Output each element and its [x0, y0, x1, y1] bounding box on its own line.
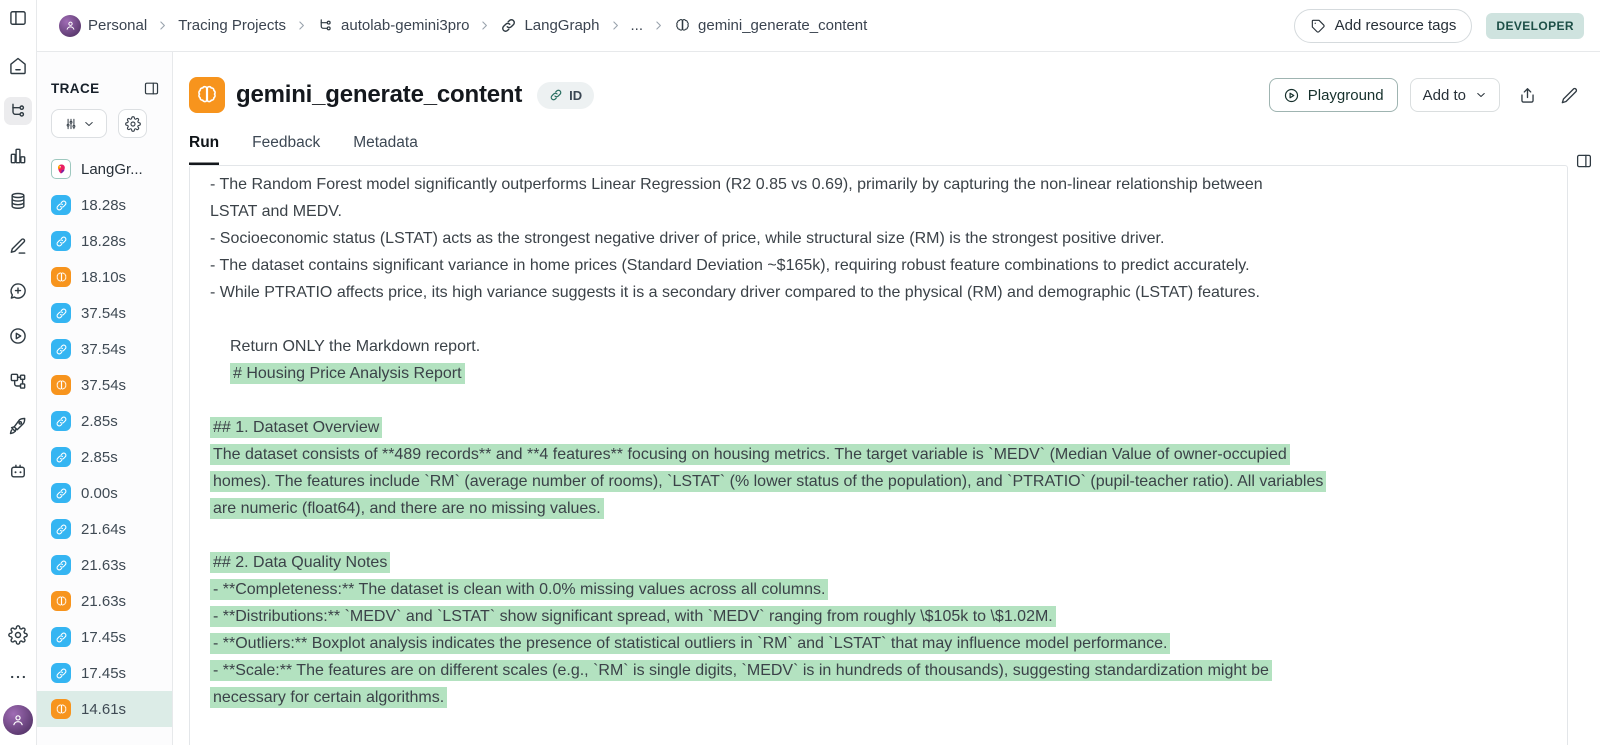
- trace-span-duration: 17.45s: [81, 664, 127, 682]
- panel-left-icon: [8, 8, 28, 28]
- chain-icon: [51, 519, 71, 539]
- tabs: [189, 134, 1584, 165]
- brain-icon: [195, 83, 219, 107]
- run-id-pill[interactable]: [537, 82, 594, 109]
- brain-icon: [51, 375, 71, 395]
- highlighted-text: necessary for certain algorithms.: [210, 687, 447, 708]
- trace-panel-title: TRACE: [51, 81, 100, 96]
- add-to-dropdown[interactable]: [1410, 78, 1500, 112]
- content-line: - While PTRATIO affects price, its high variance suggests it is a secondary driver compared to the physical (RM) and demographic (LSTAT) features.: [210, 284, 1260, 301]
- content-line: [210, 495, 1547, 522]
- sidebar-item-settings[interactable]: [4, 621, 32, 649]
- pencil-icon: [8, 236, 28, 256]
- panel-right-icon: [143, 80, 160, 97]
- topbar: [37, 0, 1600, 52]
- trace-span-row[interactable]: [37, 475, 172, 511]
- database-icon: [8, 191, 28, 211]
- brain-icon: [51, 591, 71, 611]
- run-output-content[interactable]: [189, 165, 1568, 745]
- content-line: [210, 603, 1547, 630]
- trace-span-row[interactable]: [37, 151, 172, 187]
- highlighted-text: - **Outliers:** Boxplot analysis indicates the presence of statistical outliers in `RM` and `LSTAT` that may influence model performance.: [210, 633, 1170, 654]
- brain-icon: [674, 17, 691, 34]
- tab-run[interactable]: Run: [189, 134, 219, 165]
- trace-span-row[interactable]: [37, 295, 172, 331]
- content-line: LSTAT and MEDV.: [210, 203, 342, 220]
- link-icon: [549, 88, 563, 102]
- chain-icon: [51, 303, 71, 323]
- content-line: [210, 306, 1547, 333]
- edit-pencil-icon: [1560, 86, 1579, 105]
- trace-span-row[interactable]: [37, 187, 172, 223]
- trace-panel: [37, 52, 173, 745]
- message-plus-icon: [8, 281, 28, 301]
- trace-settings-button[interactable]: [118, 109, 147, 138]
- sidebar-item-agents[interactable]: [4, 457, 32, 485]
- trace-span-row[interactable]: [37, 583, 172, 619]
- chevron-down-icon: [83, 118, 95, 130]
- add-resource-tags-button[interactable]: [1294, 9, 1473, 43]
- chain-icon: [51, 339, 71, 359]
- upload-icon: [1518, 86, 1537, 105]
- trace-span-duration: 17.45s: [81, 628, 127, 646]
- person-icon: [64, 19, 77, 32]
- content-line: - The dataset contains significant variance in home prices (Standard Deviation ~$165k), requiring robust feature combinations to predict accurately.: [210, 257, 1250, 274]
- content-line: [210, 576, 1547, 603]
- trace-filter-button[interactable]: [51, 109, 107, 138]
- breadcrumb: [59, 15, 867, 37]
- breadcrumb-label: LangGraph: [524, 17, 600, 34]
- tab-metadata[interactable]: Metadata: [353, 134, 418, 151]
- content-line: [210, 414, 1547, 441]
- chevron-right-icon: [295, 19, 308, 32]
- robot-icon: [8, 461, 28, 481]
- breadcrumb-label: gemini_generate_content: [698, 17, 868, 34]
- edit-button[interactable]: [1554, 80, 1584, 110]
- trace-span-row[interactable]: [37, 331, 172, 367]
- sidebar-item-home[interactable]: [4, 52, 32, 80]
- breadcrumb-item[interactable]: [500, 17, 599, 34]
- chain-icon: [51, 627, 71, 647]
- content-line: Return ONLY the Markdown report.: [230, 338, 481, 355]
- trace-span-row[interactable]: [37, 511, 172, 547]
- trace-span-label: LangGr...: [81, 160, 143, 178]
- sidebar-item-annotation[interactable]: [4, 232, 32, 260]
- trace-span-row[interactable]: [37, 691, 172, 727]
- link-icon: [500, 17, 517, 34]
- content-line: [210, 684, 1547, 711]
- content-line: [210, 522, 1547, 549]
- trace-span-row[interactable]: [37, 367, 172, 403]
- brain-icon: [51, 699, 71, 719]
- workspace-avatar-icon: [59, 15, 81, 37]
- bar-chart-icon: [8, 146, 28, 166]
- chevron-right-icon: [478, 19, 491, 32]
- content-line: [210, 549, 1547, 576]
- trace-span-row[interactable]: [37, 223, 172, 259]
- sidebar-rail-top: [4, 52, 32, 502]
- sidebar-item-more[interactable]: [4, 663, 32, 691]
- toggle-side-panel-button[interactable]: [1575, 152, 1593, 170]
- highlighted-text: ## 1. Dataset Overview: [210, 417, 382, 438]
- collapse-rail-button[interactable]: [4, 4, 32, 32]
- chevron-right-icon: [156, 19, 169, 32]
- trace-span-duration: 21.64s: [81, 520, 127, 538]
- breadcrumb-item[interactable]: [674, 17, 867, 34]
- content-line: [210, 468, 1547, 495]
- gear-icon: [125, 116, 141, 132]
- rocket-icon: [8, 416, 28, 436]
- trace-span-row[interactable]: [37, 259, 172, 295]
- breadcrumb-label: Personal: [88, 17, 148, 34]
- run-id-label: ID: [569, 87, 583, 103]
- tag-icon: [1310, 18, 1326, 34]
- share-button[interactable]: [1512, 80, 1542, 110]
- trace-span-duration: 37.54s: [81, 340, 127, 358]
- trace-span-duration: 37.54s: [81, 376, 127, 394]
- trace-span-row[interactable]: [37, 619, 172, 655]
- trace-span-row[interactable]: [37, 403, 172, 439]
- highlighted-text: homes). The features include `RM` (average number of rooms), `LSTAT` (% lower status of the population), and `PTRATIO` (pupil-teacher ratio). All variables: [210, 471, 1326, 492]
- trace-span-duration: 14.61s: [81, 700, 127, 718]
- trace-span-duration: 2.85s: [81, 412, 118, 430]
- chain-icon: [51, 555, 71, 575]
- dots-icon: [8, 667, 28, 687]
- breadcrumb-item[interactable]: [631, 17, 644, 34]
- breadcrumb-item[interactable]: [178, 17, 286, 34]
- sidebar-item-datasets[interactable]: [4, 187, 32, 215]
- breadcrumb-label: ...: [630, 17, 644, 34]
- sidebar-item-deployments[interactable]: [4, 412, 32, 440]
- gear-icon: [8, 625, 28, 645]
- content-line: - Socioeconomic status (LSTAT) acts as the strongest negative driver of price, while structural size (RM) is the strongest positive driver.: [210, 230, 1165, 247]
- chevron-right-icon: [609, 19, 622, 32]
- langgraph-icon: [51, 159, 71, 179]
- highlighted-text: are numeric (float64), and there are no missing values.: [210, 498, 604, 519]
- sidebar-item-feedback[interactable]: [4, 277, 32, 305]
- breadcrumb-label: Tracing Projects: [178, 17, 287, 34]
- trace-span-duration: 37.54s: [81, 304, 127, 322]
- chain-icon: [51, 231, 71, 251]
- chain-icon: [51, 411, 71, 431]
- trace-span-duration: 18.28s: [81, 232, 127, 250]
- add-resource-tags-label: Add resource tags: [1334, 17, 1457, 34]
- home-icon: [8, 56, 28, 76]
- chain-icon: [51, 195, 71, 215]
- chevron-right-icon: [652, 19, 665, 32]
- breadcrumb-label: autolab-gemini3pro: [341, 17, 470, 34]
- chain-icon: [51, 447, 71, 467]
- trace-span-duration: 0.00s: [81, 484, 118, 502]
- collapse-trace-panel-button[interactable]: [143, 80, 160, 97]
- trace-span-row[interactable]: [37, 655, 172, 691]
- breadcrumb-item[interactable]: [59, 15, 147, 37]
- tree-icon: [317, 17, 334, 34]
- trace-span-duration: 18.28s: [81, 196, 127, 214]
- highlighted-text: # Housing Price Analysis Report: [230, 363, 465, 384]
- trace-span-row[interactable]: [37, 439, 172, 475]
- content-line: [210, 387, 1547, 414]
- playground-button[interactable]: [1269, 78, 1398, 112]
- highlighted-text: - **Distributions:** `MEDV` and `LSTAT` show significant spread, with `MEDV` ranging from roughly \$105k to \$1.02M.: [210, 606, 1056, 627]
- breadcrumb-item[interactable]: [317, 17, 469, 34]
- trace-span-duration: 2.85s: [81, 448, 118, 466]
- highlighted-text: - **Completeness:** The dataset is clean with 0.0% missing values across all columns.: [210, 579, 828, 600]
- main-panel: [173, 52, 1600, 745]
- tree-icon: [8, 101, 28, 121]
- trace-span-row[interactable]: [37, 547, 172, 583]
- chain-icon: [51, 483, 71, 503]
- sidebar-item-dashboards[interactable]: [4, 142, 32, 170]
- tab-feedback[interactable]: Feedback: [252, 134, 321, 151]
- workflow-icon: [8, 371, 28, 391]
- developer-badge: DEVELOPER: [1486, 13, 1584, 39]
- trace-span-duration: 21.63s: [81, 592, 127, 610]
- chain-icon: [51, 663, 71, 683]
- highlighted-text: - **Scale:** The features are on different scales (e.g., `RM` is single digits, `MEDV` is in hundreds of thousands), suggesting standardization might be: [210, 660, 1272, 681]
- chevron-down-icon: [1475, 89, 1487, 101]
- person-icon: [10, 712, 26, 728]
- trace-span-duration: 21.63s: [81, 556, 127, 574]
- user-avatar[interactable]: [3, 705, 33, 735]
- page-title: gemini_generate_content: [236, 81, 523, 108]
- content-line: [210, 630, 1547, 657]
- sidebar-item-playground[interactable]: [4, 322, 32, 350]
- content-line: [210, 657, 1547, 684]
- content-line: - The Random Forest model significantly outperforms Linear Regression (R2 0.85 vs 0.69), primarily by capturing the non-linear relationship between: [210, 176, 1263, 193]
- sidebar-rail-bottom: [3, 621, 33, 745]
- play-circle-icon: [8, 326, 28, 346]
- sidebar-item-prompts[interactable]: [4, 367, 32, 395]
- sliders-icon: [64, 117, 78, 131]
- highlighted-text: The dataset consists of **489 records** and **4 features** focusing on housing metrics. The target variable is `MEDV` (Median Value of owner-occupied: [210, 444, 1290, 465]
- content-line: [210, 360, 1547, 387]
- highlighted-text: ## 2. Data Quality Notes: [210, 552, 390, 573]
- llm-run-icon: [189, 77, 225, 113]
- panel-right-icon: [1575, 152, 1593, 170]
- trace-span-duration: 18.10s: [81, 268, 127, 286]
- sidebar-item-tracing[interactable]: [4, 97, 32, 125]
- add-to-label: Add to: [1422, 86, 1466, 104]
- play-circle-icon: [1283, 87, 1300, 104]
- sidebar-rail: [0, 0, 37, 745]
- playground-label: Playground: [1307, 86, 1384, 104]
- brain-icon: [51, 267, 71, 287]
- content-line: [210, 441, 1547, 468]
- trace-list: [37, 151, 172, 727]
